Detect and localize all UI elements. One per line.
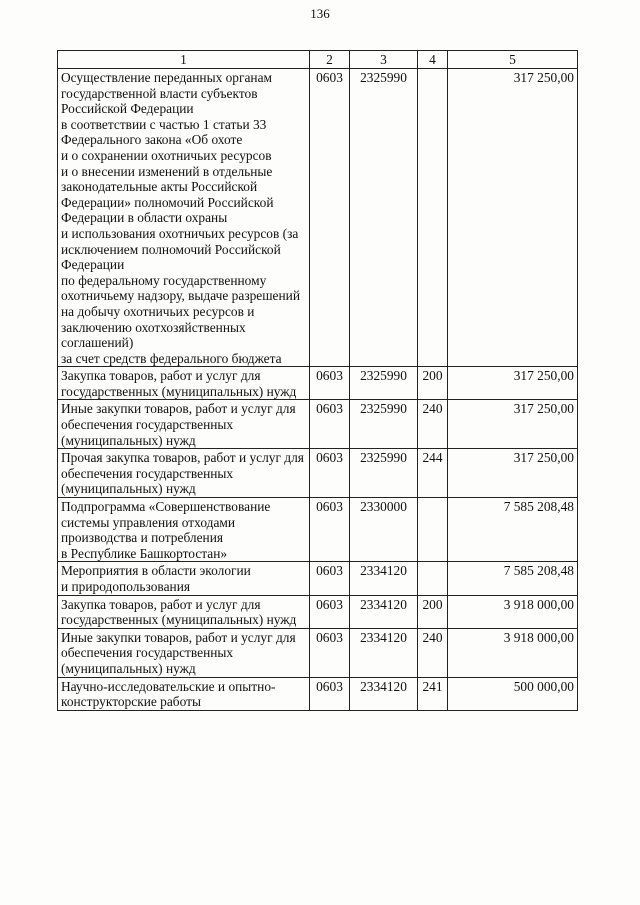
row-name-cell: Прочая закупка товаров, работ и услуг для обеспечения государственных (муниципальных) нужд	[58, 449, 310, 498]
row-amount-cell: 317 250,00	[448, 449, 578, 498]
row-section-cell: 0603	[310, 628, 350, 677]
row-amount-cell: 500 000,00	[448, 677, 578, 710]
row-name-cell: Иные закупки товаров, работ и услуг для обеспечения государственных (муниципальных) нужд	[58, 628, 310, 677]
row-section-cell: 0603	[310, 498, 350, 562]
row-amount-cell: 3 918 000,00	[448, 628, 578, 677]
row-amount-cell: 317 250,00	[448, 400, 578, 449]
row-name-cell: Подпрограмма «Совершенствование системы управления отходами производства и потребления в Республике Башкортостан»	[58, 498, 310, 562]
row-section-cell: 0603	[310, 449, 350, 498]
budget-table	[57, 50, 578, 711]
table-row	[58, 677, 578, 710]
row-name-cell: Осуществление переданных органам государственной власти субъектов Российской Федерации в соответствии с частью 1 статьи 33 Федерального закона «Об охоте и о сохранении охотничьих ресурсов и о внесении изменений в отдельные законодательные акты Российской Федерации» полномочий Российской Федерации в области охраны и использования охотничьих ресурсов (за исключением полномочий Российской Федерации по федеральному государственному охотничьему надзору, выдаче разрешений на добычу охотничьих ресурсов и заключению охотхозяйственных соглашений) за счет средств федерального бюджета	[58, 69, 310, 367]
table-row	[58, 595, 578, 628]
row-amount-cell: 7 585 208,48	[448, 498, 578, 562]
row-target-article-cell: 2334120	[350, 677, 418, 710]
row-target-article-cell: 2325990	[350, 449, 418, 498]
header-expense-type: 4	[418, 51, 448, 69]
row-amount-cell: 317 250,00	[448, 69, 578, 367]
row-target-article-cell: 2334120	[350, 562, 418, 595]
row-section-cell: 0603	[310, 595, 350, 628]
table-row	[58, 628, 578, 677]
row-target-article-cell: 2334120	[350, 595, 418, 628]
page-number: 136	[310, 6, 330, 21]
header-target-article: 3	[350, 51, 418, 69]
row-target-article-cell: 2334120	[350, 628, 418, 677]
row-section-cell: 0603	[310, 367, 350, 400]
table-row	[58, 562, 578, 595]
row-expense-type-cell: 241	[418, 677, 448, 710]
row-expense-type-cell	[418, 498, 448, 562]
row-section-cell: 0603	[310, 677, 350, 710]
row-amount-cell: 7 585 208,48	[448, 562, 578, 595]
row-target-article-cell: 2330000	[350, 498, 418, 562]
table-row	[58, 449, 578, 498]
row-expense-type-cell: 240	[418, 628, 448, 677]
row-expense-type-cell	[418, 562, 448, 595]
row-section-cell: 0603	[310, 69, 350, 367]
row-section-cell: 0603	[310, 400, 350, 449]
header-amount: 5	[448, 51, 578, 69]
table-row	[58, 69, 578, 367]
row-target-article-cell: 2325990	[350, 367, 418, 400]
row-expense-type-cell: 244	[418, 449, 448, 498]
table-row	[58, 367, 578, 400]
row-expense-type-cell	[418, 69, 448, 367]
header-row	[58, 51, 578, 69]
row-expense-type-cell: 240	[418, 400, 448, 449]
row-name-cell: Мероприятия в области экологии и природопользования	[58, 562, 310, 595]
row-name-cell: Иные закупки товаров, работ и услуг для обеспечения государственных (муниципальных) нужд	[58, 400, 310, 449]
row-expense-type-cell: 200	[418, 367, 448, 400]
row-name-cell: Научно-исследовательские и опытно-конструкторские работы	[58, 677, 310, 710]
row-expense-type-cell: 200	[418, 595, 448, 628]
row-section-cell: 0603	[310, 562, 350, 595]
table-row	[58, 400, 578, 449]
header-section: 2	[310, 51, 350, 69]
row-name-cell: Закупка товаров, работ и услуг для государственных (муниципальных) нужд	[58, 595, 310, 628]
row-amount-cell: 317 250,00	[448, 367, 578, 400]
table-row	[58, 498, 578, 562]
row-name-cell: Закупка товаров, работ и услуг для государственных (муниципальных) нужд	[58, 367, 310, 400]
header-name: 1	[58, 51, 310, 69]
row-target-article-cell: 2325990	[350, 400, 418, 449]
row-amount-cell: 3 918 000,00	[448, 595, 578, 628]
row-target-article-cell: 2325990	[350, 69, 418, 367]
